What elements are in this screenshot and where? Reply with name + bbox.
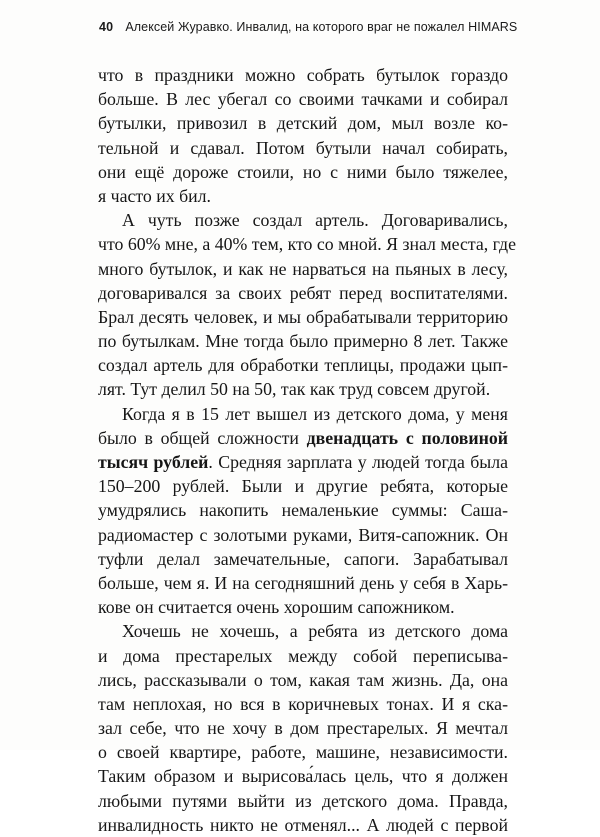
text-line: лись, рассказывали о том, какая там жизнь. Да, она [98, 669, 508, 690]
text-line: Хочешь не хочешь, а ребята из детского дома [122, 621, 508, 642]
text-line: радиомастер с золотыми руками, Витя-сапожник. Он [98, 524, 508, 545]
text-line [98, 450, 508, 474]
text-line: тельной и сдавал. Потом бутыли начал собирать, [98, 137, 508, 158]
text-line: и дома престарелых между собой переписыва- [98, 645, 508, 666]
paragraph-4 [98, 619, 508, 837]
text-line: что в праздники можно собрать бутылок гораздо [98, 65, 508, 85]
text-line: я часто их бил. [98, 185, 211, 206]
text-line: умудрялись накопить немаленькие суммы: Саша- [98, 500, 508, 521]
text-run: . Средняя зарплата у людей тогда была [208, 452, 508, 472]
text-line: кове он считается очень хорошим сапожником. [98, 597, 455, 618]
text-line: много бутылок, и как не нарваться на пьяных в лесу, [98, 258, 508, 279]
running-head [99, 20, 519, 38]
text-line: там неплохая, но вся в коричневых тонах. И я ска- [98, 693, 508, 714]
page-number: 40 [99, 20, 114, 34]
text-line: больше. В лес убегал со своими тачками и собирал [98, 89, 508, 110]
text-line: зал себе, что не хочу в дом престарелых. Я мечтал [98, 718, 508, 739]
bold-phrase: тысяч рублей [98, 452, 209, 472]
body-text [98, 63, 516, 837]
text-line: Таким образом и вырисова́лась цель, что я должен [98, 766, 508, 787]
text-line: туфли делал замечательные, сапоги. Зарабатывал [98, 548, 508, 569]
text-line: о своей квартире, работе, машине, независимости. [98, 742, 508, 763]
text-run: было в общей сложности [98, 427, 307, 448]
text-line: 150–200 рублей. Были и другие ребята, которые [98, 476, 508, 497]
text-line: по бутылкам. Мне тогда было примерно 8 лет. Также [98, 331, 508, 352]
bold-phrase: двенадцать с половиной [306, 427, 508, 448]
text-line: инвалидность никто не отменял... А людей с первой [98, 814, 508, 835]
text-line: любыми путями выйти из детского дома. Правда, [98, 790, 508, 811]
text-line: Брал десять человек, и мы обрабатывали территорию [98, 306, 508, 327]
text-line: они ещё дороже стоили, но с ними было тяжелее, [98, 161, 508, 182]
text-line: договаривался за своих ребят перед воспитателями. [98, 282, 508, 303]
paragraph-1 [98, 63, 508, 208]
text-line: больше, чем я. И на сегодняшний день у себя в Харь- [98, 572, 508, 593]
text-line: лят. Тут делил 50 на 50, так как труд совсем другой. [98, 379, 491, 400]
text-line: А чуть позже создал артель. Договаривались, [122, 210, 508, 231]
paragraph-3 [98, 402, 508, 620]
paragraph-2 [98, 208, 516, 402]
text-line: бутылки, привозил в детский дом, мыл возле ко- [98, 113, 508, 134]
text-line: создал артель для обработки теплицы, продажи цып- [98, 355, 508, 376]
text-line: что 60% мне, а 40% тем, кто со мной. Я знал места, где [98, 234, 516, 255]
running-title: Алексей Журавко. Инвалид, на которого враг не пожалел HIMARS [125, 20, 518, 34]
text-line [98, 426, 508, 450]
text-line: Когда я в 15 лет вышел из детского дома, у меня [122, 403, 508, 424]
